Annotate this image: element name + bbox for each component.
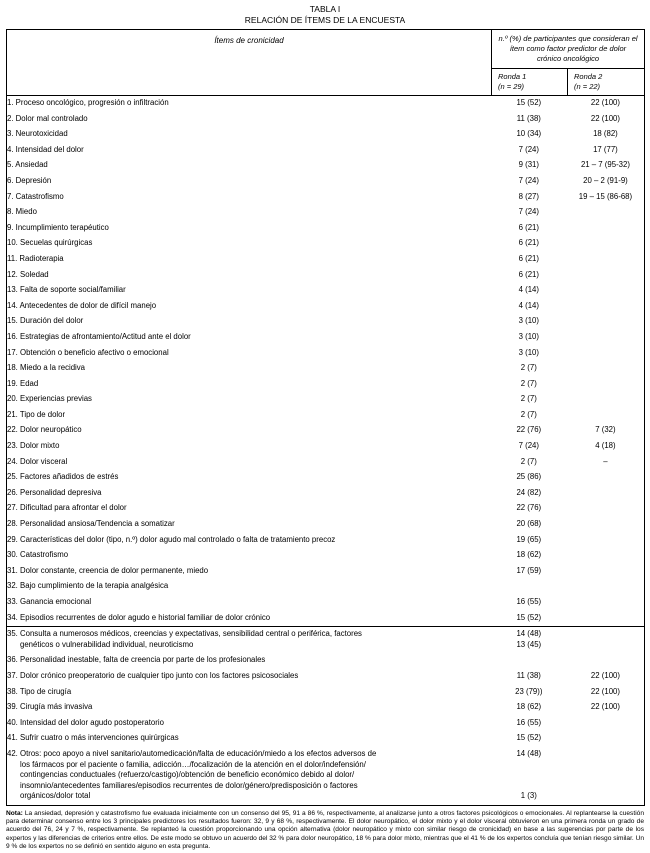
table-title: RELACIÓN DE ÍTEMS DE LA ENCUESTA: [244, 15, 406, 25]
row-item-label: 2. Dolor mal controlado: [7, 113, 88, 123]
row-ronda1-value: [491, 653, 567, 669]
row-item-label: 13. Falta de soporte social/familiar: [7, 285, 126, 295]
row-ronda1-value: 10 (34): [516, 129, 542, 139]
row-ronda2-value: [567, 611, 644, 627]
table-row: [7, 361, 644, 377]
row-ronda1-value: 11 (38): [516, 670, 541, 680]
row-item-label: 9. Incumplimiento terapéutico: [7, 222, 109, 232]
row-ronda2-value: [567, 564, 644, 580]
row-ronda1-value: 3 (10): [518, 331, 539, 341]
row-ronda1-value: 14 (48) 1 (3): [516, 748, 542, 801]
row-item-label: 36. Personalidad inestable, falta de creencia por parte de los profesionales: [7, 655, 266, 665]
row-ronda1-value: 2 (7): [520, 363, 537, 373]
row-ronda1-value: 2 (7): [520, 378, 537, 388]
row-item-label: 32. Bajo cumplimiento de la terapia analgésica: [7, 581, 169, 591]
row-item-label: 15. Duración del dolor: [7, 316, 84, 326]
row-ronda1-value: 6 (21): [518, 222, 539, 232]
row-ronda1-value: 3 (10): [518, 347, 539, 357]
row-ronda1-value: 7 (24): [518, 175, 539, 185]
row-ronda2-value: [567, 330, 644, 346]
table-header-row: [7, 30, 645, 69]
row-ronda2-value: 22 (100): [590, 686, 620, 696]
row-ronda2-value: [567, 517, 644, 533]
row-item-label: 27. Dificultad para afrontar el dolor: [7, 503, 127, 513]
row-item-label: 23. Dolor mixto: [7, 441, 60, 451]
row-ronda1-value: 6 (21): [518, 238, 539, 248]
row-ronda2-value: [567, 236, 644, 252]
row-item-label: 14. Antecedentes de dolor de difícil manejo: [7, 300, 157, 310]
row-ronda2-value: 7 (32): [595, 425, 616, 435]
row-item-label: 25. Factores añadidos de estrés: [7, 472, 119, 482]
table-row: [7, 268, 644, 284]
row-ronda1-value: 4 (14): [518, 300, 539, 310]
row-ronda2-value: [567, 579, 644, 595]
row-ronda1-value: 15 (52): [516, 612, 542, 622]
row-item-label: 39. Cirugía más invasiva: [7, 702, 93, 712]
table-row: [7, 96, 644, 112]
row-ronda2-value: 22 (100): [590, 98, 620, 107]
header-ronda2: [568, 69, 645, 96]
row-ronda1-value: 15 (52): [516, 733, 542, 743]
row-ronda2-value: 4 (18): [595, 441, 616, 451]
row-ronda2-value: 19 – 15 (86-68): [578, 191, 633, 201]
table-row: [7, 611, 644, 627]
row-ronda1-value: 7 (24): [518, 441, 539, 451]
row-item-label: 41. Sufrir cuatro o más intervenciones quirúrgicas: [7, 733, 179, 743]
row-item-label: 18. Miedo a la recidiva: [7, 363, 86, 373]
row-ronda1-value: 16 (55): [516, 597, 542, 606]
row-item-label: 22. Dolor neuropático: [7, 425, 82, 435]
row-ronda2-value: [567, 221, 644, 237]
row-ronda1-value: 16 (55): [516, 717, 542, 727]
table-row: [7, 627, 644, 653]
row-item-label: 33. Ganancia emocional: [7, 597, 92, 606]
title-block: [6, 4, 644, 26]
row-ronda1-value: 9 (31): [518, 160, 539, 170]
row-item-label: 24. Dolor visceral: [7, 456, 68, 466]
row-ronda2-value: 22 (100): [590, 113, 620, 123]
table-row: [7, 669, 644, 685]
row-ronda1-value: 7 (24): [518, 144, 539, 154]
row-ronda2-value: [567, 314, 644, 330]
table-row: [7, 236, 644, 252]
table-row: [7, 252, 644, 268]
table-row: [7, 439, 644, 455]
table-row: [7, 548, 644, 564]
header-participants-column: n.º (%) de participantes que consideran el ítem como factor predictor de dolor crónico oncológico: [492, 30, 645, 69]
table-row: [7, 174, 644, 190]
table-row: [7, 377, 644, 393]
table-row: [7, 685, 644, 701]
table-notes: [6, 810, 644, 851]
row-ronda2-value: –: [603, 456, 608, 466]
row-ronda2-value: [567, 470, 644, 486]
table-row: [7, 158, 644, 174]
row-ronda2-value: [567, 268, 644, 284]
row-ronda1-value: 2 (7): [520, 409, 537, 419]
row-ronda1-value: 25 (86): [516, 472, 542, 482]
table-row: [7, 314, 644, 330]
header-items-column: Ítems de cronicidad: [7, 30, 492, 96]
row-ronda1-value: 15 (52): [516, 98, 542, 107]
row-item-label: 35. Consulta a numerosos médicos, creencias y expectativas, sensibilidad central o periférica, factores genéticos o vulnerabilidad individual, neuroticismo: [7, 629, 362, 649]
row-item-label: 6. Depresión: [7, 175, 52, 185]
table-row: [7, 221, 644, 237]
row-item-label: 5. Ansiedad: [7, 160, 48, 170]
row-ronda2-value: [567, 653, 644, 669]
row-ronda1-value: 22 (76): [516, 503, 542, 513]
table-row: [7, 423, 644, 439]
row-ronda2-value: [567, 627, 644, 653]
row-ronda2-value: [567, 392, 644, 408]
row-ronda1-value: 20 (68): [516, 519, 542, 529]
table-row: [7, 455, 644, 471]
row-ronda2-value: 18 (82): [593, 129, 618, 139]
row-ronda1-value: 19 (65): [516, 534, 542, 544]
row-ronda1-value: 22 (76): [516, 425, 542, 435]
row-ronda1-value: 11 (38): [516, 113, 541, 123]
row-ronda2-value: [567, 377, 644, 393]
row-ronda2-value: 21 – 7 (95-32): [580, 160, 630, 170]
table-row: [7, 501, 644, 517]
row-ronda1-value: 6 (21): [518, 253, 539, 263]
table-row: [7, 299, 644, 315]
row-item-label: 1. Proceso oncológico, progresión o infiltración: [7, 98, 169, 107]
row-ronda2-value: 17 (77): [593, 144, 618, 154]
row-item-label: 38. Tipo de cirugía: [7, 686, 72, 696]
rows-block-1: [7, 96, 644, 626]
ronda2-label: Ronda 2: [574, 72, 603, 81]
table-row: [7, 579, 644, 595]
row-item-label: 7. Catastrofismo: [7, 191, 64, 201]
row-ronda2-value: 20 – 2 (91-9): [583, 175, 628, 185]
row-ronda2-value: [567, 299, 644, 315]
table-number: TABLA I: [309, 4, 341, 14]
row-ronda2-value: [567, 361, 644, 377]
ronda2-n: (n = 22): [574, 82, 601, 91]
row-item-label: 11. Radioterapia: [7, 253, 64, 263]
table-row: [7, 190, 644, 206]
row-ronda1-value: 4 (14): [518, 285, 539, 295]
row-ronda1-value: [491, 579, 567, 595]
row-ronda1-value: 2 (7): [520, 394, 537, 404]
row-ronda1-value: 24 (82): [516, 487, 542, 497]
row-item-label: 16. Estrategias de afrontamiento/Actitud ante el dolor: [7, 331, 191, 341]
row-item-label: 8. Miedo: [7, 207, 37, 217]
row-ronda2-value: [567, 205, 644, 221]
row-item-label: 40. Intensidad del dolor agudo postoperatorio: [7, 717, 164, 727]
row-item-label: 26. Personalidad depresiva: [7, 487, 102, 497]
table-row: [7, 283, 644, 299]
row-item-label: 3. Neurotoxicidad: [7, 129, 68, 139]
survey-table: [6, 29, 645, 806]
table-row: [7, 747, 644, 805]
notes-label: Nota:: [6, 809, 23, 817]
row-ronda2-value: [567, 346, 644, 362]
row-item-label: 4. Intensidad del dolor: [7, 144, 84, 154]
row-ronda1-value: 2 (7): [520, 456, 537, 466]
row-item-label: 12. Soledad: [7, 269, 49, 279]
notes-text: La ansiedad, depresión y catastrofismo fue evaluada inicialmente con un consenso del 95, 91 a 86 %, respectivamente, al analizarse junto a otros factores psicológicos o emocionales. Al replantearse la cuestión para determinar consenso entre los 3 principales predictores los resultados fueron: 32, 9 y 68 %, respectivamente. El dolor neuropático, el dolor mixto y el dolor visceral obtuvieron en una primera ronda un grado de acuerdo del 76, 24 y 7 %, respectivamente. Se replanteó la cuestión proporcionando una opción alternativa (dolor neuropático y mixto con similar riesgo de cronicidad) en base a las sugerencias por parte de los expertos y las diferencias de criterios entre ellos. De este modo se obtuvo un acuerdo del 32 % para dolor neuropático, 18 % para dolor mixto, mientras que el 41 % de los expertos concluía que tenían riesgo similar. Un 9 % de los expertos no se definió en sentido alguno en esta pregunta.: [6, 809, 644, 850]
table-row: [7, 143, 644, 159]
table-row: [7, 716, 644, 732]
table-row: [7, 731, 644, 747]
rows-block-2: [7, 627, 644, 805]
ronda1-n: (n = 29): [498, 82, 525, 91]
table-row: [7, 700, 644, 716]
table-row: [7, 517, 644, 533]
header-ronda1: [492, 69, 568, 96]
row-item-label: 31. Dolor constante, creencia de dolor permanente, miedo: [7, 565, 209, 575]
row-ronda1-value: 23 (79)): [515, 686, 543, 696]
row-ronda2-value: [567, 501, 644, 517]
row-ronda1-value: 17 (59): [516, 565, 542, 575]
row-ronda1-value: 6 (21): [518, 269, 539, 279]
row-ronda1-value: 18 (62): [516, 550, 542, 560]
row-ronda2-value: [567, 283, 644, 299]
table-body-block-2: [7, 627, 645, 806]
row-ronda2-value: [567, 731, 644, 747]
row-item-label: 34. Episodios recurrentes de dolor agudo e historial familiar de dolor crónico: [7, 612, 271, 622]
row-ronda2-value: [567, 408, 644, 424]
row-ronda2-value: [567, 747, 644, 805]
row-item-label: 29. Características del dolor (tipo, n.º) dolor agudo mal controlado o falta de tratamiento precoz: [7, 534, 336, 544]
table-row: [7, 470, 644, 486]
table-row: [7, 346, 644, 362]
row-ronda2-value: [567, 548, 644, 564]
table-row: [7, 653, 644, 669]
table-body-block-1: [7, 96, 645, 627]
row-ronda2-value: [567, 486, 644, 502]
table-row: [7, 408, 644, 424]
row-ronda1-value: 18 (62): [516, 702, 542, 712]
row-ronda2-value: [567, 716, 644, 732]
table-row: [7, 205, 644, 221]
row-item-label: 42. Otros: poco apoyo a nivel sanitario/automedicación/falta de educación/miedo a los efectos adversos de los fármacos por el paciente o familia, adicción…/focalización de la atención en el dolor/indefensión/ contingencias conductuales (refuerzo/castigo)/obtención de beneficio económico debido al dolor/ insomnio/antecedentes familiares/episodios recurrentes de dolor/género/predisposición o factores orgánicos/dolor total: [7, 748, 377, 801]
row-item-label: 10. Secuelas quirúrgicas: [7, 238, 93, 248]
row-ronda2-value: [567, 252, 644, 268]
row-ronda1-value: 14 (48) 13 (45): [516, 629, 542, 649]
row-ronda1-value: 3 (10): [518, 316, 539, 326]
ronda1-label: Ronda 1: [498, 72, 527, 81]
table-row: [7, 330, 644, 346]
row-ronda2-value: [567, 533, 644, 549]
row-ronda2-value: 22 (100): [590, 702, 620, 712]
row-ronda2-value: [567, 595, 644, 611]
row-ronda1-value: 7 (24): [518, 207, 539, 217]
row-item-label: 21. Tipo de dolor: [7, 409, 66, 419]
row-ronda2-value: 22 (100): [590, 670, 620, 680]
row-item-label: 17. Obtención o beneficio afectivo o emocional: [7, 347, 169, 357]
table-row: [7, 564, 644, 580]
table-row: [7, 392, 644, 408]
row-item-label: 20. Experiencias previas: [7, 394, 92, 404]
table-row: [7, 486, 644, 502]
table-row: [7, 533, 644, 549]
row-ronda1-value: 8 (27): [518, 191, 539, 201]
row-item-label: 28. Personalidad ansiosa/Tendencia a somatizar: [7, 519, 175, 529]
row-item-label: 19. Edad: [7, 378, 39, 388]
row-item-label: 37. Dolor crónico preoperatorio de cualquier tipo junto con los factores psicosociales: [7, 670, 299, 680]
table-row: [7, 595, 644, 611]
row-item-label: 30. Catastrofismo: [7, 550, 69, 560]
table-row: [7, 112, 644, 128]
table-row: [7, 127, 644, 143]
